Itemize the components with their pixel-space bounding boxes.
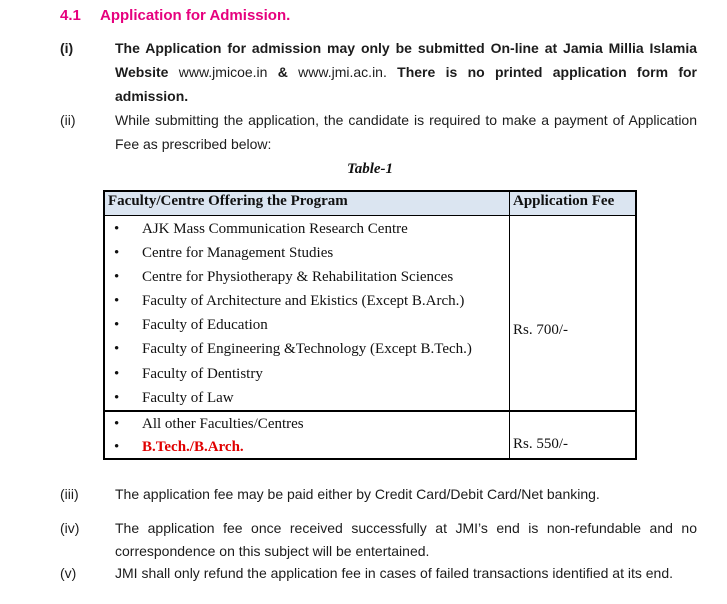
program-item: [105, 337, 509, 361]
program-item: [105, 241, 509, 265]
fee-value: Rs. 550/-: [513, 436, 569, 452]
program-item: [105, 413, 509, 436]
fee-value: Rs. 700/-: [513, 321, 569, 338]
link-jmi[interactable]: www.jmi.ac.in.: [298, 64, 387, 80]
clause-ii-label: (ii): [60, 112, 76, 128]
program-list: [105, 216, 509, 410]
program-item: [105, 289, 509, 313]
clause-i-seg2: There is no printed application form for admission.: [115, 64, 698, 104]
table-caption: Table-1: [346, 161, 394, 177]
section-title: Application for Admission.: [100, 7, 291, 24]
bullet-icon: •: [114, 293, 120, 310]
bullet-icon: •: [114, 245, 120, 262]
clause-i-label: (i): [60, 40, 74, 56]
clause-i-text: [115, 36, 697, 108]
link-jmicoe[interactable]: www.jmicoe.in: [178, 64, 268, 80]
clause-v: [60, 562, 697, 585]
program-item: [105, 265, 509, 289]
table-header-row: [105, 192, 635, 216]
table-row: [105, 410, 635, 458]
column-header-fee: Application Fee: [509, 192, 635, 215]
fee-cell: [509, 412, 635, 458]
program-item-label: Centre for Management Studies: [142, 245, 334, 262]
fee-cell: [509, 216, 635, 410]
bullet-icon: •: [114, 439, 120, 455]
program-item-label: Faculty of Law: [142, 389, 234, 406]
program-item: [105, 386, 509, 410]
program-item-label: Faculty of Education: [142, 317, 268, 334]
clause-v-label: (v): [60, 565, 77, 581]
clause-iv-label: (iv): [60, 520, 80, 536]
bullet-icon: •: [114, 341, 120, 358]
application-fee-table: [103, 190, 637, 460]
program-item: [105, 313, 509, 337]
bullet-icon: •: [114, 365, 120, 382]
clause-ii: [60, 108, 697, 156]
column-header-program: Faculty/Centre Offering the Program: [108, 193, 348, 209]
clause-i: [60, 36, 697, 108]
clause-iii-label: (iii): [60, 486, 79, 502]
program-item-highlighted: [105, 436, 509, 459]
program-item: [105, 362, 509, 386]
program-item-label: Faculty of Engineering &Technology (Except B.Tech.): [142, 341, 472, 358]
section-heading: [60, 6, 290, 26]
program-item-label: Faculty of Dentistry: [142, 365, 263, 382]
clause-i-seg1: The Application for admission may only be submitted On-line at Jamia Millia Islamia Website: [115, 40, 697, 80]
clause-iv: [60, 517, 697, 563]
section-number: 4.1: [60, 7, 81, 24]
program-item-label: Centre for Physiotherapy & Rehabilitation Sciences: [142, 269, 454, 286]
bullet-icon: •: [114, 317, 120, 334]
bullet-icon: •: [114, 389, 120, 406]
program-item-label: AJK Mass Communication Research Centre: [142, 221, 408, 237]
bullet-icon: •: [114, 269, 120, 286]
clause-iii-text: The application fee may be paid either by Credit Card/Debit Card/Net banking.: [115, 486, 600, 502]
table-row: [105, 216, 635, 410]
program-item-label: All other Faculties/Centres: [142, 416, 304, 432]
clause-iv-text: The application fee once received successfully at JMI’s end is non-refundable and no correspondence on this subject will be entertained.: [115, 520, 697, 559]
bullet-icon: •: [114, 221, 120, 237]
clause-iii: [60, 483, 697, 506]
program-item-label-red: B.Tech./B.Arch.: [142, 439, 244, 455]
program-list: [105, 412, 509, 458]
clause-ii-text: While submitting the application, the candidate is required to make a payment of Application Fee as prescribed below:: [115, 112, 697, 152]
clause-v-text: JMI shall only refund the application fee in cases of failed transactions identified at its end.: [115, 565, 673, 581]
program-item-label: Faculty of Architecture and Ekistics (Except B.Arch.): [142, 293, 465, 310]
program-item: [105, 217, 509, 241]
bullet-icon: •: [114, 416, 120, 432]
clause-i-amp: &: [267, 64, 299, 80]
